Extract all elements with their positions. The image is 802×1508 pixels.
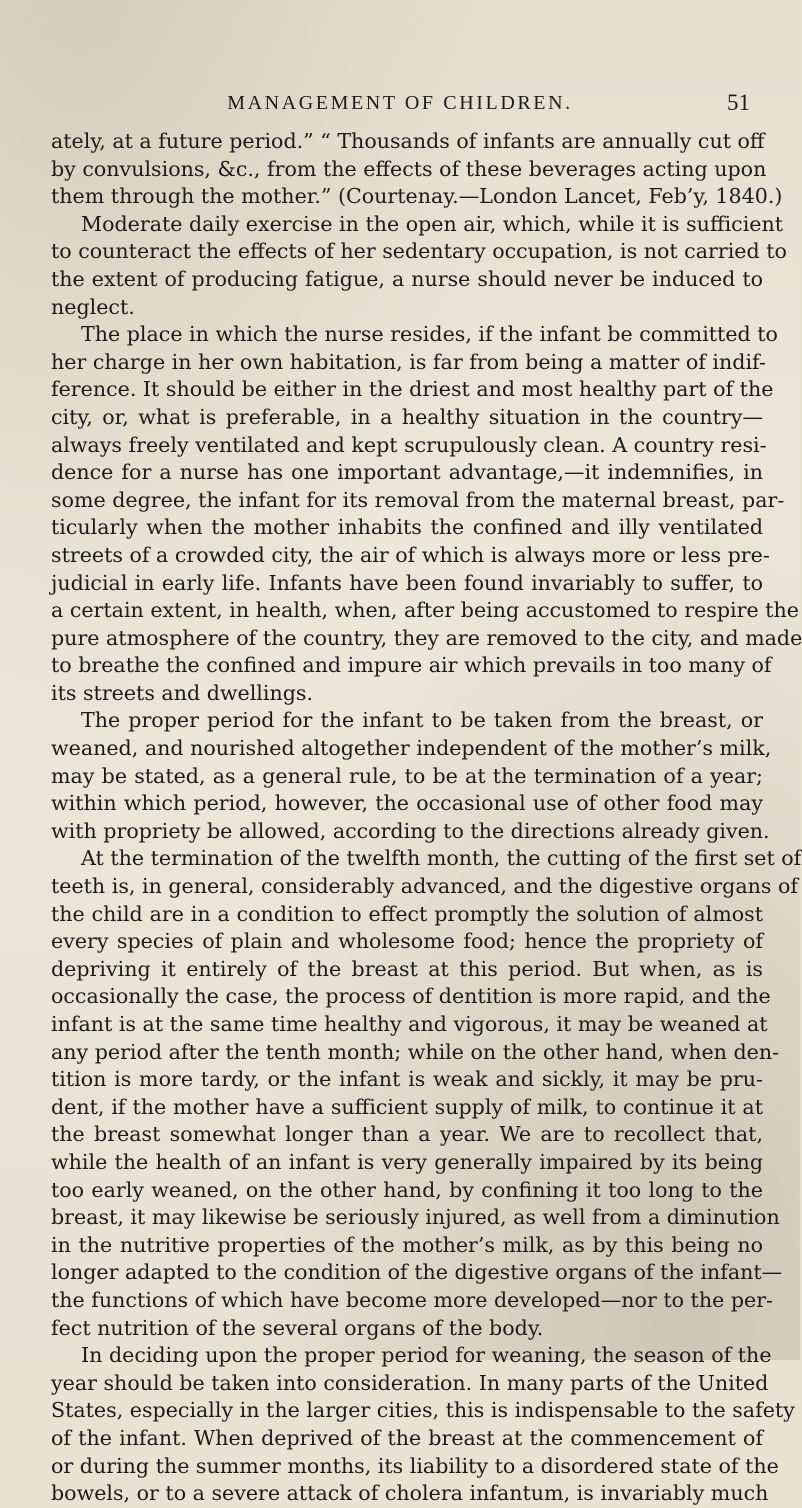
text-line: to counteract the effects of her sedentary occupation, is not carried to <box>51 239 787 264</box>
text-line: the extent of producing fatigue, a nurse should never be induced to <box>51 266 763 291</box>
text-line: neglect. <box>51 294 135 319</box>
text-line: of the infant. When deprived of the breast at the commencement of <box>51 1425 763 1450</box>
body-text <box>51 128 802 1508</box>
text-line: by convulsions, &c., from the effects of these beverages acting upon <box>51 156 767 181</box>
text-line: fect nutrition of the several organs of the body. <box>51 1315 544 1340</box>
text-line: ticularly when the mother inhabits the confined and illy ventilated <box>51 515 763 540</box>
text-line: the breast somewhat longer than a year. We are to recollect that, <box>51 1122 763 1147</box>
text-line: may be stated, as a general rule, to be at the termination of a year; <box>51 763 763 788</box>
text-line: The place in which the nurse resides, if the infant be committed to <box>81 322 778 347</box>
text-line: occasionally the case, the process of dentition is more rapid, and the <box>51 984 771 1009</box>
page-header <box>0 88 800 122</box>
text-line: its streets and dwellings. <box>51 680 314 705</box>
text-line: judicial in early life. Infants have been found invariably to suffer, to <box>51 570 763 595</box>
text-line: depriving it entirely of the breast at this period. But when, as is <box>51 956 763 981</box>
text-line: always freely ventilated and kept scrupulously clean. A country resi- <box>51 432 767 457</box>
text-line: in the nutritive properties of the mother’s milk, as by this being no <box>51 1232 763 1257</box>
text-line: weaned, and nourished altogether independent of the mother’s milk, <box>51 736 772 761</box>
text-line: while the health of an infant is very generally impaired by its being <box>51 1149 763 1174</box>
text-line: too early weaned, on the other hand, by confining it too long to the <box>51 1177 763 1202</box>
text-line: city, or, what is preferable, in a healthy situation in the country— <box>51 404 763 429</box>
text-line: infant is at the same time healthy and vigorous, it may be weaned at <box>51 1012 768 1036</box>
text-line: ately, at a future period.” “ Thousands of infants are annually cut off <box>51 129 765 153</box>
text-line: The proper period for the infant to be taken from the breast, or <box>81 708 763 733</box>
text-line: tition is more tardy, or the infant is weak and sickly, it may be pru- <box>51 1067 763 1092</box>
text-line: ference. It should be either in the driest and most healthy part of the <box>51 377 774 402</box>
text-line: States, especially in the larger cities, this is indispensable to the safety <box>51 1398 795 1423</box>
running-head: MANAGEMENT OF CHILDREN. <box>227 92 573 114</box>
text-line: year should be taken into consideration. In many parts of the United <box>51 1370 769 1395</box>
text-line: In deciding upon the proper period for weaning, the season of the <box>81 1343 772 1368</box>
text-line: Moderate daily exercise in the open air, which, while it is sufficient <box>81 211 784 236</box>
text-line: dent, if the mother have a sufficient supply of milk, to continue it at <box>51 1094 763 1119</box>
text-line: bowels, or to a severe attack of cholera infantum, is invariably much <box>51 1481 769 1506</box>
text-line: longer adapted to the condition of the digestive organs of the infant— <box>51 1260 783 1285</box>
text-line: to breathe the confined and impure air which prevails in too many of <box>51 653 772 678</box>
text-line: pure atmosphere of the country, they are removed to the city, and made <box>51 625 802 650</box>
text-line: the child are in a condition to effect promptly the solution of almost <box>51 901 763 926</box>
text-line: her charge in her own habitation, is far from being a matter of indif- <box>51 349 766 374</box>
text-line: every species of plain and wholesome food; hence the propriety of <box>51 929 763 954</box>
text-line: any period after the tenth month; while on the other hand, when den- <box>51 1039 780 1064</box>
text-line: dence for a nurse has one important advantage,—it indemnifies, in <box>51 460 763 485</box>
text-line: or during the summer months, its liability to a disordered state of the <box>51 1453 779 1478</box>
text-line: breast, it may likewise be seriously injured, as well from a diminution <box>51 1205 780 1230</box>
text-line: them through the mother.” (Courtenay.—London Lancet, Feb’y, 1840.) <box>51 184 783 209</box>
text-line: streets of a crowded city, the air of which is always more or less pre- <box>51 542 770 567</box>
page-number: 51 <box>727 90 750 115</box>
text-line: with propriety be allowed, according to the directions already given. <box>51 818 770 843</box>
text-line: within which period, however, the occasional use of other food may <box>51 791 763 816</box>
text-line: the functions of which have become more developed—nor to the per- <box>51 1287 773 1312</box>
text-line: some degree, the infant for its removal from the maternal breast, par- <box>51 487 785 512</box>
text-line: a certain extent, in health, when, after being accustomed to respire the <box>51 598 799 623</box>
text-line: teeth is, in general, considerably advanced, and the digestive organs of <box>51 874 799 899</box>
text-line: At the termination of the twelfth month, the cutting of the first set of <box>81 846 802 871</box>
